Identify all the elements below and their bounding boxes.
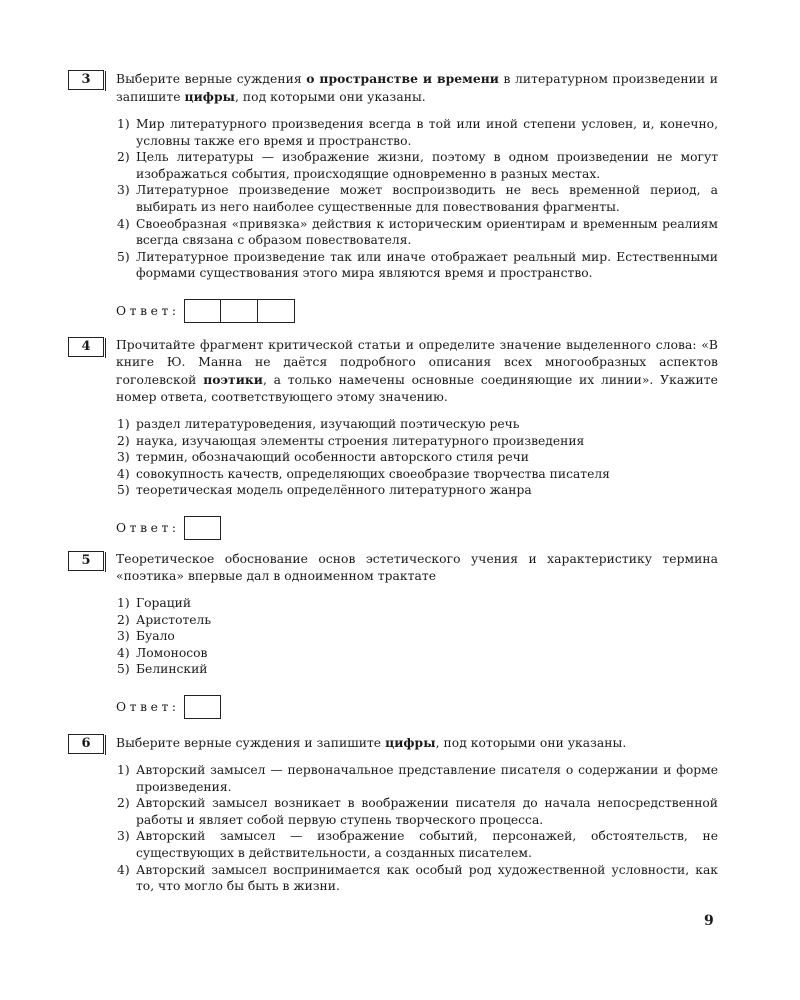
option-item — [117, 762, 718, 795]
answer-label: Ответ: — [116, 520, 180, 535]
option-item — [117, 482, 718, 499]
option-item — [117, 828, 718, 861]
answer-label: Ответ: — [116, 303, 180, 318]
answer-cell[interactable] — [221, 299, 258, 323]
prompt-text: Выберите верные суждения — [116, 72, 307, 86]
option-item — [117, 449, 718, 466]
option-item — [117, 628, 718, 645]
question-prompt — [116, 70, 718, 106]
answer-cell[interactable] — [258, 299, 295, 323]
option-text: Литературное произведение может воспроизводить не весь временной период, а выбирать из него наиболее существенные для повествования фрагменты. — [136, 183, 718, 214]
option-text: Ломоносов — [136, 645, 208, 660]
prompt-text: Выберите верные суждения и запишите — [116, 736, 386, 750]
answer-label: Ответ: — [116, 699, 180, 714]
question-number: 6 — [68, 734, 104, 754]
option-item — [117, 433, 718, 450]
option-number: 4) — [117, 466, 130, 481]
option-text: термин, обозначающий особенности авторского стиля речи — [136, 450, 529, 465]
options-list — [117, 116, 718, 282]
option-item — [117, 661, 718, 678]
option-number: 5) — [117, 483, 130, 498]
question-prompt — [116, 734, 718, 752]
option-number: 2) — [117, 433, 130, 448]
option-text: Мир литературного произведения всегда в той или иной степени условен, и, конечно, условны также его время и пространство. — [136, 117, 718, 148]
option-text: наука, изучающая элементы строения литературного произведения — [136, 433, 585, 448]
option-item — [117, 645, 718, 662]
option-number: 1) — [117, 763, 130, 777]
option-item — [117, 182, 718, 215]
answer-cell[interactable] — [184, 299, 221, 323]
option-text: Авторский замысел — изображение событий, персонажей, обстоятельств, не существующих в действительности, а созданных писателем. — [136, 829, 718, 860]
answer-cells — [184, 695, 221, 719]
option-item — [117, 116, 718, 149]
option-item — [117, 862, 718, 895]
question-number: 5 — [68, 551, 104, 571]
option-text: Литературное произведение так или иначе отображает реальный мир. Естественными формами существования этого мира являются время и пространство. — [136, 249, 718, 281]
prompt-text: , под которыми они указаны. — [234, 90, 426, 104]
options-list — [117, 595, 718, 678]
option-item — [117, 612, 718, 629]
question-number: 4 — [68, 337, 104, 357]
option-text: теоретическая модель определённого литературного жанра — [136, 483, 532, 498]
option-text: Белинский — [136, 662, 208, 677]
answer-cells — [184, 299, 295, 323]
prompt-text: Прочитайте фрагмент критической статьи и определите значение выделенного слова: «В книге Ю. Манна не даётся подробного описания всех многообразных аспектов гоголевской — [116, 338, 718, 387]
option-number: 5) — [117, 249, 130, 264]
prompt-bold: цифры — [385, 735, 436, 750]
option-item — [117, 795, 718, 828]
option-text: Авторский замысел — первоначальное представление писателя о содержании и форме произведения. — [136, 763, 718, 794]
answer-cell[interactable] — [184, 695, 221, 719]
question-5 — [68, 551, 718, 719]
answer-cell[interactable] — [184, 516, 221, 540]
question-prompt — [116, 337, 718, 406]
prompt-text: , под которыми они указаны. — [435, 736, 627, 750]
option-text: раздел литературоведения, изучающий поэтическую речь — [136, 417, 520, 431]
option-number: 3) — [117, 450, 130, 465]
question-6 — [68, 734, 718, 895]
prompt-bold: поэтики — [203, 372, 263, 387]
option-text: Гораций — [136, 596, 192, 610]
question-prompt — [116, 551, 718, 585]
prompt-bold: о пространстве и времени — [306, 71, 499, 86]
options-list — [117, 762, 718, 895]
option-number: 1) — [117, 117, 130, 131]
option-text: Авторский замысел воспринимается как особый род художественной условности, как то, что могло бы быть в жизни. — [136, 862, 718, 894]
answer-row — [116, 695, 718, 719]
option-number: 2) — [117, 150, 130, 165]
option-text: Цель литературы — изображение жизни, поэтому в одном произведении не могут изображаться события, происходящие одновременно в разных местах. — [136, 150, 718, 181]
question-number: 3 — [68, 70, 104, 90]
option-number: 3) — [117, 829, 130, 844]
option-number: 4) — [117, 645, 130, 660]
answer-row — [116, 299, 718, 323]
option-text: Своеобразная «привязка» действия к историческим ориентирам и временным реалиям всегда связана с образом повествователя. — [136, 216, 718, 248]
option-item — [117, 416, 718, 433]
option-text: Аристотель — [136, 612, 212, 627]
prompt-bold: цифры — [184, 89, 235, 104]
option-item — [117, 149, 718, 182]
option-number: 5) — [117, 662, 130, 677]
option-item — [117, 466, 718, 483]
option-number: 2) — [117, 796, 130, 811]
prompt-text: в литературном произведении и запишите — [116, 72, 718, 104]
prompt-text: Теоретическое обоснование основ эстетического учения и характеристику термина «поэтика» впервые дал в одноименном трактате — [116, 552, 718, 583]
option-number: 1) — [117, 596, 130, 610]
answer-cells — [184, 516, 221, 540]
option-number: 4) — [117, 216, 130, 231]
question-4 — [68, 337, 718, 540]
option-item — [117, 216, 718, 249]
option-text: Авторский замысел возникает в воображении писателя до начала непосредственной работы и являет собой первую ступень творческого процесса. — [136, 796, 718, 827]
option-text: Буало — [136, 629, 175, 644]
option-item — [117, 595, 718, 612]
options-list — [117, 416, 718, 499]
option-number: 1) — [117, 417, 130, 431]
option-item — [117, 249, 718, 282]
option-number: 3) — [117, 183, 130, 198]
answer-row — [116, 516, 718, 540]
option-number: 2) — [117, 612, 130, 627]
option-number: 3) — [117, 629, 130, 644]
page-number: 9 — [704, 913, 714, 929]
option-text: совокупность качеств, определяющих своеобразие творчества писателя — [136, 466, 610, 481]
prompt-text: , а только намечены основные соединяющие их линии». Укажите номер ответа, соответствующего этому значению. — [116, 373, 718, 404]
question-3 — [68, 70, 718, 323]
option-number: 4) — [117, 862, 130, 877]
